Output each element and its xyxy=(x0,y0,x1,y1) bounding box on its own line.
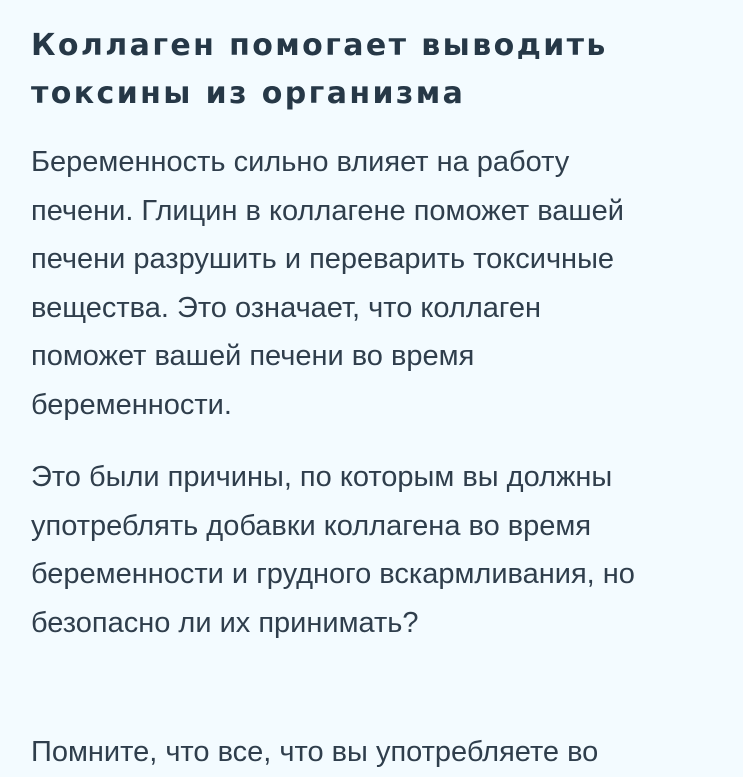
article xyxy=(31,22,721,671)
article-paragraph-partial: Помните, что все, что вы употребляете во xyxy=(31,736,599,768)
article-heading: Коллаген помогает выводить токсины из организма xyxy=(31,28,608,111)
article-paragraph: Беременность сильно влияет на работу печени. Глицин в коллагене поможет вашей печени разрушить и переварить токсичные вещества. Это означает, что коллаген поможет вашей печени во время беременности. xyxy=(31,146,624,421)
article-paragraph: Это были причины, по которым вы должны употреблять добавки коллагена во время беременности и грудного вскармливания, но безопасно ли их принимать? xyxy=(31,461,635,639)
